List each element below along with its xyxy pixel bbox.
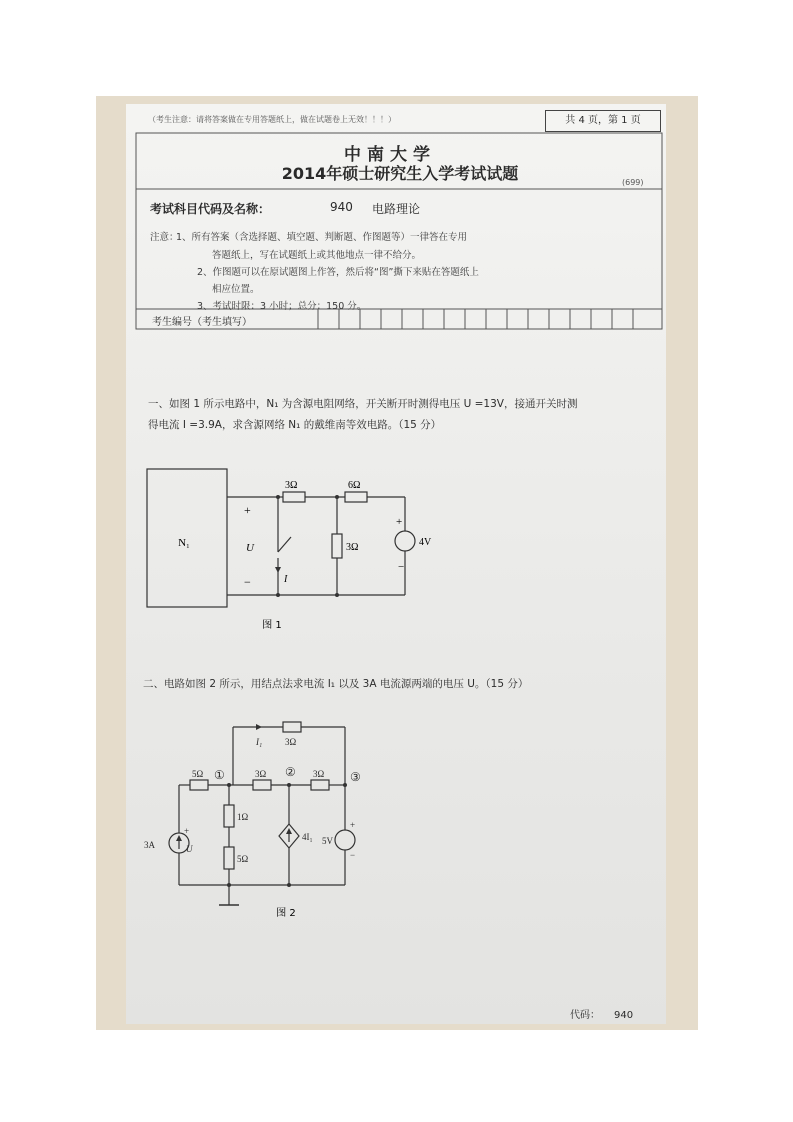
note-2-line1: 2、作图题可以在原试题图上作答，然后将“图”撕下来贴在答题纸上 (197, 267, 479, 278)
footer-code (570, 1006, 633, 1021)
resistor-5-ohm-bottom (224, 847, 234, 869)
r-v1-top-label: 1Ω (237, 812, 249, 822)
subject-label: 考试科目代码及名称： (150, 202, 271, 216)
r-top-right-label: 6Ω (348, 480, 361, 491)
footer-code-label: 代码： (570, 1010, 600, 1021)
notes-lead: 注意： (150, 232, 179, 243)
r-top-label: 3Ω (285, 737, 297, 747)
voltage-source-5v (335, 830, 355, 850)
node-3-label: ③ (350, 770, 361, 784)
page-info: 共 4 页，第 1 页 (545, 110, 661, 132)
resistor-3-ohm-mid2 (311, 780, 329, 790)
u-minus: − (244, 575, 251, 589)
resistor-top-3-ohm (283, 722, 301, 732)
source-plus: + (396, 516, 403, 528)
r-v1-bottom-label: 5Ω (237, 854, 249, 864)
i1-arrow-icon (256, 724, 262, 730)
node-2-label: ② (285, 765, 296, 779)
node-1-label: ① (214, 768, 225, 782)
candidate-number-label: 考生编号（考生填写） (152, 317, 252, 328)
side-number: (699) (622, 178, 644, 187)
exam-title: 2014年硕士研究生入学考试试题 (281, 164, 519, 183)
note-3: 3、考试时限：3 小时；总分：150 分。 (197, 301, 367, 312)
vs-minus: − (350, 850, 356, 860)
question-2: 二、电路如图 2 所示，用结点法求电流 I₁ 以及 3A 电流源两端的电压 U。（15 分） (143, 678, 529, 690)
question-1-line2: 得电流 I =3.9A，求含源网络 N₁ 的戴维南等效电路。（15 分） (148, 419, 442, 431)
r-mid2-label: 3Ω (313, 769, 325, 779)
network-label: N₁ (178, 537, 190, 549)
question-1-line1: 一、如图 1 所示电路中，N₁ 为含源电阻网络，开关断开时测得电压 U =13V，接通开关时测 (148, 398, 578, 410)
figure-1-caption: 图 1 (262, 620, 282, 631)
vs-right-label: 5V (322, 836, 333, 846)
i-label: I (284, 574, 288, 585)
resistor-1-ohm (224, 805, 234, 827)
u-label: U (246, 542, 254, 554)
exam-notice: （考生注意：请将答案做在专用答题纸上，做在试题卷上无效！！！） (148, 115, 396, 124)
r-left-label: 5Ω (192, 769, 204, 779)
resistor-3-ohm-mid1 (253, 780, 271, 790)
dep-source-label: 4I₁ (302, 832, 313, 842)
university-name: 中南大学 (344, 145, 436, 165)
u-plus: + (244, 503, 251, 517)
r-top-left-label: 3Ω (285, 480, 298, 491)
cs-u-label: U (186, 844, 193, 854)
subject-name: 电路理论 (372, 202, 421, 216)
source-label: 4V (419, 537, 432, 548)
note-1-line2: 答题纸上，写在试题纸上或其他地点一律不给分。 (212, 250, 422, 261)
subject-code: 940 (330, 200, 353, 214)
note-2-line2: 相应位置。 (212, 284, 260, 295)
i1-label: I₁ (256, 737, 263, 747)
note-1-line1: 1、所有答案（含选择题、填空题、判断题、作图题等）一律答在专用 (176, 232, 468, 243)
vs-plus: + (350, 820, 356, 830)
r-middle-label: 3Ω (346, 542, 359, 553)
footer-code-value: 940 (614, 1010, 634, 1021)
resistor-5-ohm-left (190, 780, 208, 790)
source-minus: − (398, 561, 405, 573)
r-mid1-label: 3Ω (255, 769, 267, 779)
cs-plus: + (184, 826, 190, 836)
figure-2-caption: 图 2 (276, 908, 296, 919)
cs-left-label: 3A (144, 840, 155, 850)
